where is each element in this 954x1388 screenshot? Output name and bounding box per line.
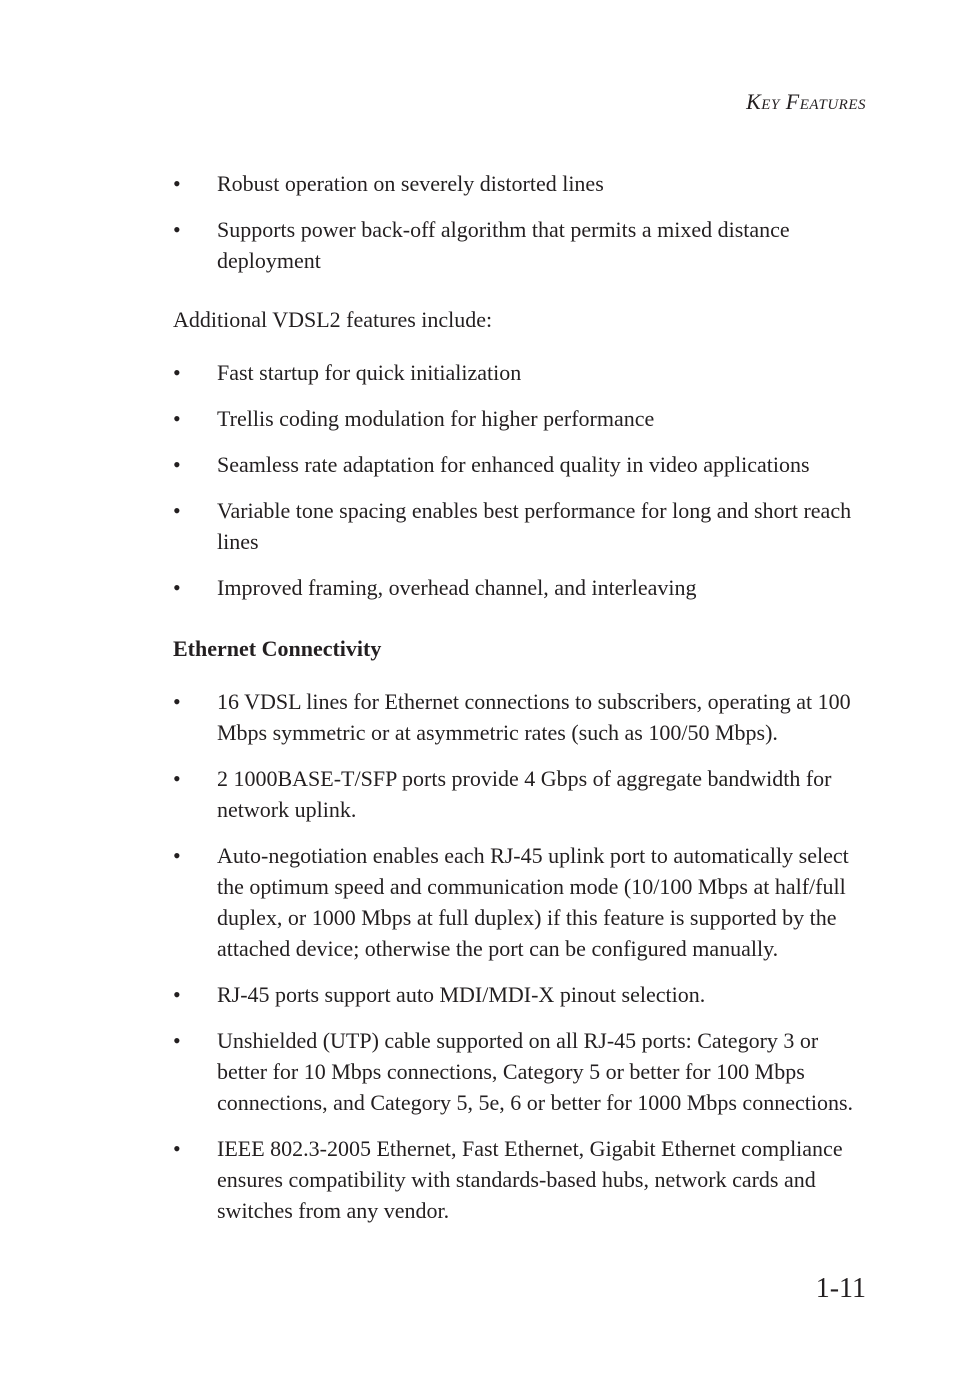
page-content xyxy=(173,168,873,1241)
bullet-icon: • xyxy=(173,689,181,714)
list-item xyxy=(173,1133,873,1226)
bullet-icon: • xyxy=(173,452,181,477)
list-item xyxy=(173,686,873,748)
running-header: Key Features xyxy=(746,89,866,114)
vdsl2-features-list xyxy=(173,357,873,603)
bullet-icon: • xyxy=(173,360,181,385)
bullet-icon: • xyxy=(173,1028,181,1053)
bullet-icon: • xyxy=(173,1136,181,1161)
ethernet-connectivity-list xyxy=(173,686,873,1226)
vdsl2-benefits-list xyxy=(173,168,873,276)
list-item-text: Unshielded (UTP) cable supported on all RJ-45 ports: Category 3 or better for 10 Mbps connections, Category 5 or better for 100 Mbps connections, and Category 5, 5e, 6 or better for 1000 Mbps connections. xyxy=(217,1028,854,1115)
list-item-text: Variable tone spacing enables best performance for long and short reach lines xyxy=(217,498,852,554)
list-item-text: 16 VDSL lines for Ethernet connections to subscribers, operating at 100 Mbps symmetric or at asymmetric rates (such as 100/50 Mbps). xyxy=(217,689,851,745)
list-item-text: 2 1000BASE-T/SFP ports provide 4 Gbps of aggregate bandwidth for network uplink. xyxy=(217,766,832,822)
bullet-icon: • xyxy=(173,575,181,600)
bullet-icon: • xyxy=(173,766,181,791)
list-item xyxy=(173,214,873,276)
bullet-icon: • xyxy=(173,498,181,523)
list-item xyxy=(173,449,873,480)
list-item-text: Trellis coding modulation for higher performance xyxy=(217,406,655,431)
list-item xyxy=(173,168,873,199)
bullet-icon: • xyxy=(173,171,181,196)
list-item xyxy=(173,1025,873,1118)
list-item-text: Supports power back-off algorithm that permits a mixed distance deployment xyxy=(217,217,790,273)
list-item xyxy=(173,357,873,388)
bullet-icon: • xyxy=(173,217,181,242)
list-item-text: Robust operation on severely distorted lines xyxy=(217,171,604,196)
intro-paragraph: Additional VDSL2 features include: xyxy=(173,307,493,332)
list-item-text: IEEE 802.3-2005 Ethernet, Fast Ethernet, Gigabit Ethernet compliance ensures compatibility with standards-based hubs, network cards and switches from any vendor. xyxy=(217,1136,843,1223)
list-item xyxy=(173,979,873,1010)
list-item xyxy=(173,495,873,557)
list-item-text: Auto-negotiation enables each RJ-45 uplink port to automatically select the optimum speed and communication mode (10/100 Mbps at half/full duplex, or 1000 Mbps at full duplex) if this feature is supported by the attached device; otherwise the port can be configured manually. xyxy=(217,843,849,961)
list-item-text: Seamless rate adaptation for enhanced quality in video applications xyxy=(217,452,810,477)
list-item xyxy=(173,763,873,825)
page-number: 1-11 xyxy=(815,1273,866,1304)
list-item-text: Improved framing, overhead channel, and interleaving xyxy=(217,575,697,600)
list-item xyxy=(173,403,873,434)
list-item xyxy=(173,572,873,603)
bullet-icon: • xyxy=(173,982,181,1007)
list-item-text: RJ-45 ports support auto MDI/MDI-X pinout selection. xyxy=(217,982,706,1007)
list-item-text: Fast startup for quick initialization xyxy=(217,360,522,385)
list-item xyxy=(173,840,873,964)
bullet-icon: • xyxy=(173,843,181,868)
bullet-icon: • xyxy=(173,406,181,431)
section-heading: Ethernet Connectivity xyxy=(173,636,382,661)
